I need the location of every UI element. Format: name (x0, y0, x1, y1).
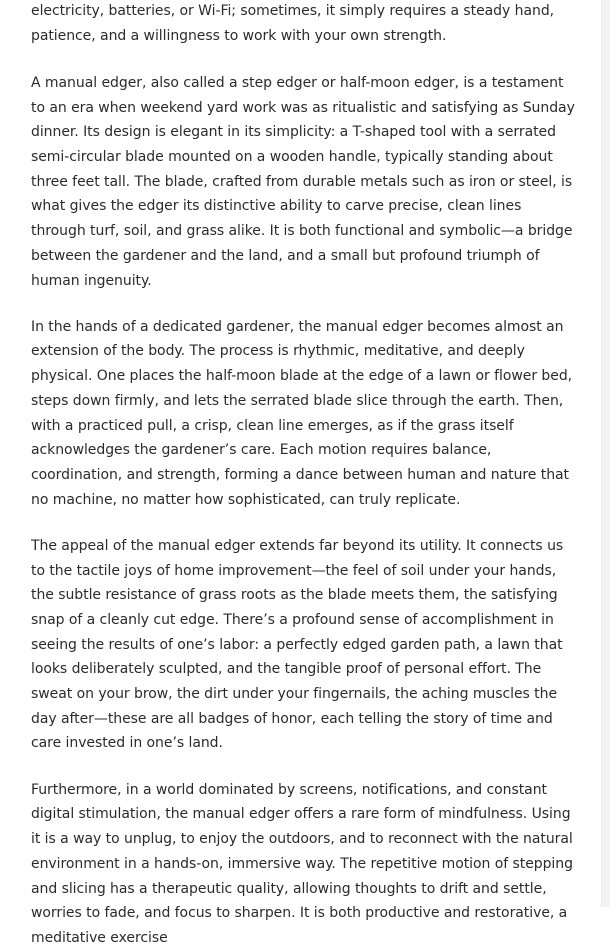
paragraph-appeal: The appeal of the manual edger extends far beyond its utility. It connects us to the tactile joys of home improvement—the feel of soil under your hands, the subtle resistance of grass roots as the blade meets them, the satisfying snap of a cleanly cut edge. There’s a profound sense of accomplishment in seeing the results of one’s labor: a perfectly edged garden path, a lawn that looks deliberately sculpted, and the tangible proof of personal effort. The sweat on your brow, the dirt under your fingernails, the aching muscles the day after—these are all badges of honor, each telling the story of time and care invested in one’s land. (31, 537, 564, 752)
paragraph-gardener-process: In the hands of a dedicated gardener, the manual edger becomes almost an extension of the body. The process is rhythmic, meditative, and deeply physical. One places the half-moon blade at the edge of a lawn or flower bed, steps down firmly, and lets the serrated blade slice through the earth. Then, with a practiced pull, a crisp, clean line emerges, as if the grass itself acknowledges the gardener’s care. Each motion requires balance, coordination, and strength, forming a dance between human and nature that no machine, no matter how sophisticated, can truly replicate. (31, 318, 573, 508)
paragraph-mindfulness: Furthermore, in a world dominated by screens, notifications, and constant digital stimulation, the manual edger offers a rare form of mindfulness. Using it is a way to unplug, to enjoy the outdoors, and to reconnect with the natural environment in a hands-on, immersive way. The repetitive motion of stepping and slicing has a therapeutic quality, allowing thoughts to drift and settle, worries to fade, and focus to sharpen. It is both productive and restorative, a meditative exercise (31, 781, 573, 946)
paragraph-manual-edger-description: A manual edger, also called a step edger or half-moon edger, is a testament to an era when weekend yard work was as ritualistic and satisfying as Sunday dinner. Its design is elegant in its simplicity: a T-shaped tool with a serrated semi-circular blade mounted on a wooden handle, typically standing about three feet tall. The blade, crafted from durable metals such as iron or steel, is what gives the edger its distinctive ability to carve precise, clean lines through turf, soil, and grass alike. It is both functional and symbolic—a bridge between the gardener and the land, and a small but profound triumph of human ingenuity. (31, 74, 575, 289)
paragraph-intro-continuation: electricity, batteries, or Wi-Fi; sometimes, it simply requires a steady hand, patience, and a willingness to work with your own strength. (31, 3, 555, 44)
article-body (31, 0, 576, 951)
vertical-scrollbar[interactable] (601, 0, 610, 907)
